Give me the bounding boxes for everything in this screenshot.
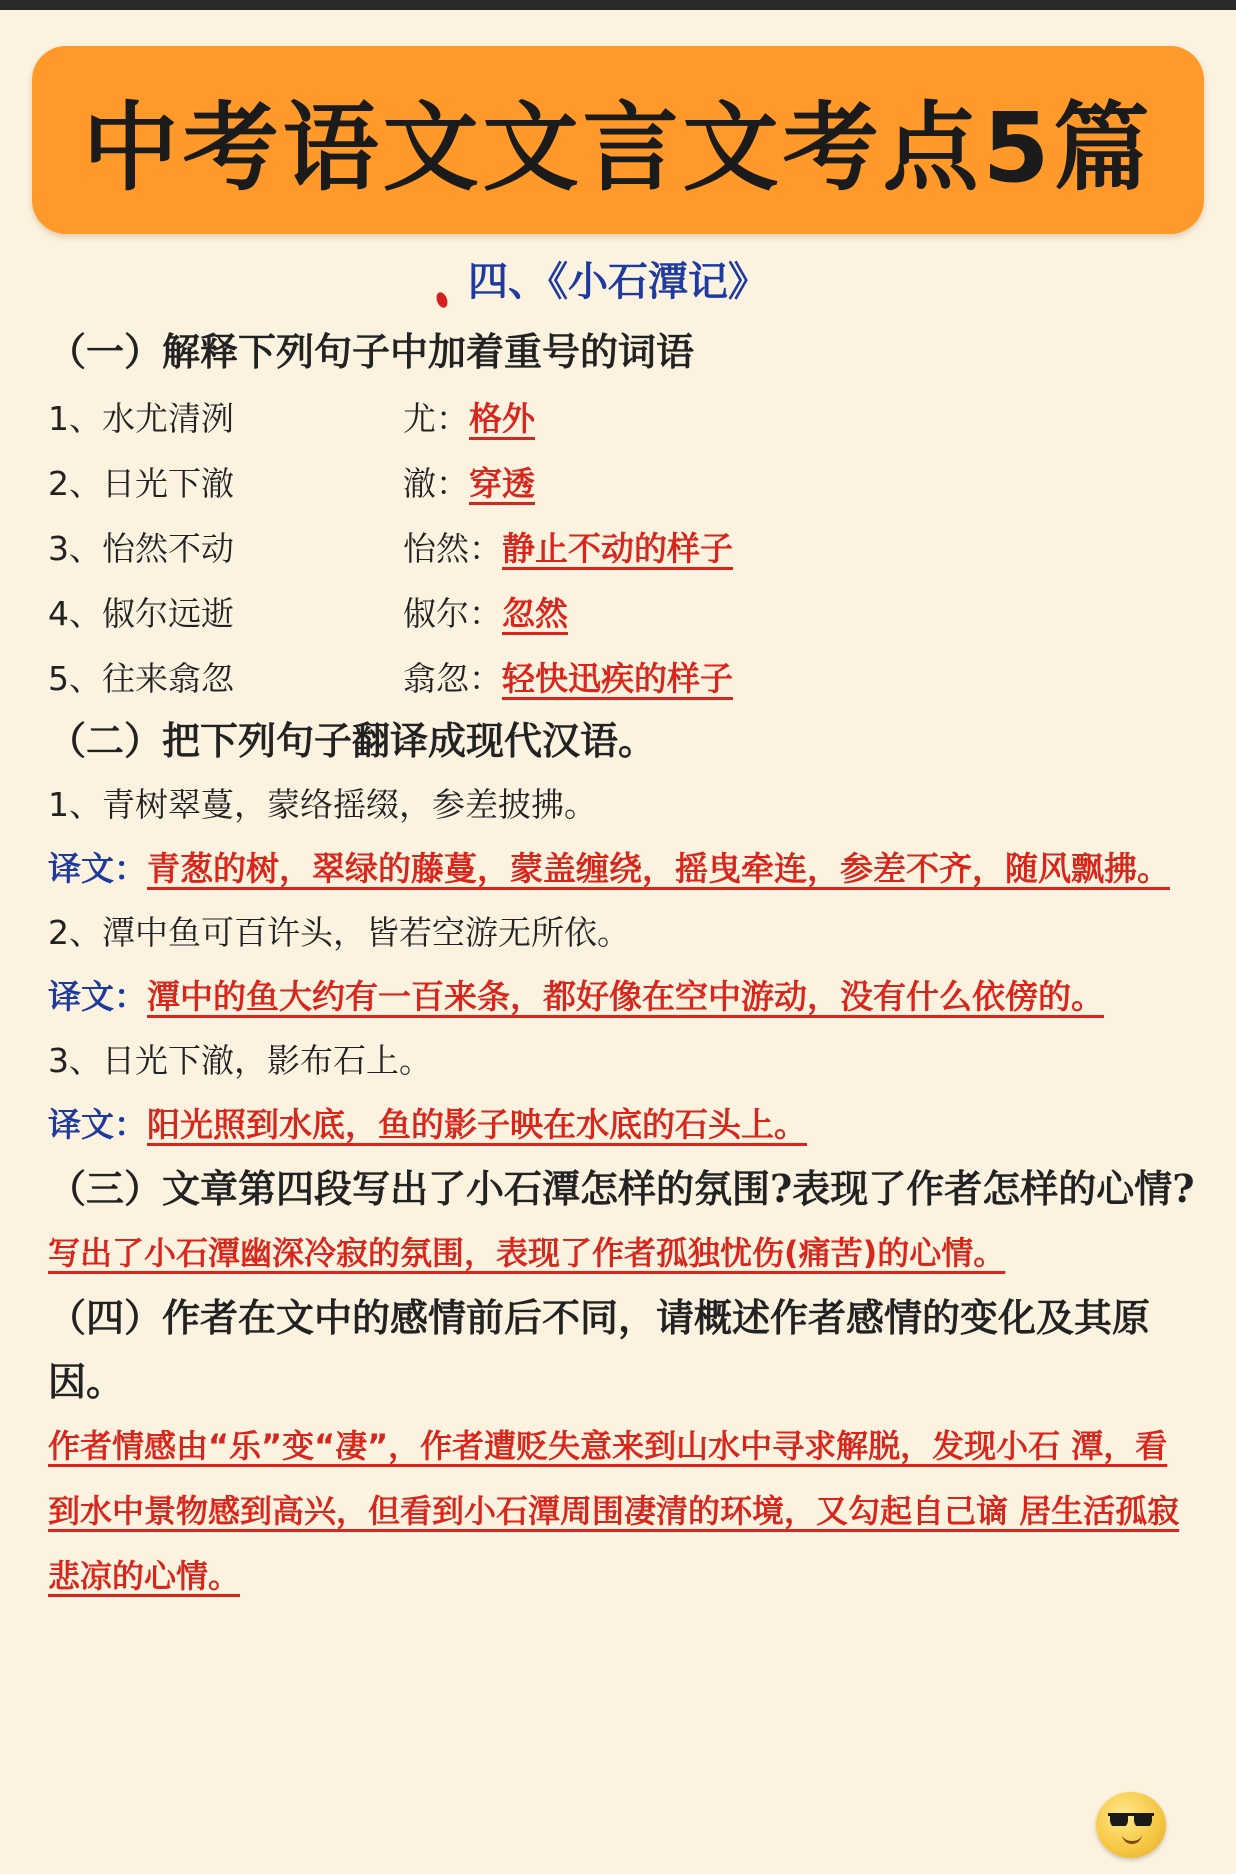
section1-heading: （一）解释下列句子中加着重号的词语 — [48, 329, 695, 374]
translation-row — [48, 1093, 1198, 1157]
vocab-term: 翕忽： — [403, 659, 502, 698]
vocab-item — [48, 644, 1198, 709]
section2-heading: （二）把下列句子翻译成现代汉语。 — [48, 718, 657, 763]
vocab-term: 怡然： — [403, 529, 502, 568]
source-sentence: 3、日光下澈，影布石上。 — [48, 1041, 432, 1080]
vocab-term: 尤： — [403, 399, 469, 438]
vocab-answer: 穿透 — [469, 464, 535, 503]
vocab-phrase: 3、怡然不动 — [48, 529, 234, 568]
sunglasses-icon — [1108, 1812, 1154, 1826]
content — [48, 320, 1198, 1609]
vocab-item — [48, 514, 1198, 579]
translation-text: 阳光照到水底，鱼的影子映在水底的石头上。 — [147, 1105, 807, 1144]
section4-answer: 作者情感由“乐”变“凄”，作者遭贬失意来到山水中寻求解脱，发现小石 潭，看到水中景物感到高兴，但看到小石潭周围凄清的环境，又勾起自己谪 居生活孤寂悲凉的心情。 — [48, 1427, 1180, 1595]
translation-row — [48, 965, 1198, 1029]
source-sentence: 2、潭中鱼可百许头，皆若空游无所依。 — [48, 913, 630, 952]
vocab-answer: 静止不动的样子 — [502, 529, 733, 568]
translation-text: 青葱的树，翠绿的藤蔓，蒙盖缠绕，摇曳牵连，参差不齐，随风飘拂。 — [147, 849, 1170, 888]
vocab-answer: 忽然 — [502, 594, 568, 633]
vocab-term: 澈： — [403, 464, 469, 503]
section3-heading: （三）文章第四段写出了小石潭怎样的氛围?表现了作者怎样的心情? — [48, 1166, 1195, 1211]
vocab-item — [48, 449, 1198, 514]
sunglasses-smiley-icon — [1096, 1792, 1166, 1858]
vocab-phrase: 5、往来翕忽 — [48, 659, 234, 698]
translation-label: 译文： — [48, 1105, 147, 1144]
vocab-phrase: 4、俶尔远逝 — [48, 594, 234, 633]
vocab-phrase: 1、水尤清洌 — [48, 399, 234, 438]
smile-mouth — [1122, 1832, 1142, 1844]
translation-label: 译文： — [48, 977, 147, 1016]
translation-row — [48, 837, 1198, 901]
article-title: 四、《小石潭记》 — [468, 258, 768, 305]
vocab-list — [48, 384, 1198, 709]
vocab-item — [48, 384, 1198, 449]
section4-heading: （四）作者在文中的感情前后不同，请概述作者感情的变化及其原因。 — [48, 1295, 1151, 1404]
section3-answer: 写出了小石潭幽深冷寂的氛围，表现了作者孤独忧伤(痛苦)的心情。 — [48, 1234, 1006, 1272]
source-sentence: 1、青树翠蔓，蒙络摇缀，参差披拂。 — [48, 785, 597, 824]
vocab-item — [48, 579, 1198, 644]
page-title: 中考语文文言文考点5篇 — [82, 91, 1154, 204]
vocab-answer: 格外 — [469, 399, 535, 438]
title-banner — [32, 46, 1204, 234]
translation-label: 译文： — [48, 849, 147, 888]
top-bar — [0, 0, 1236, 10]
vocab-answer: 轻快迅疾的样子 — [502, 659, 733, 698]
vocab-phrase: 2、日光下澈 — [48, 464, 234, 503]
translation-text: 潭中的鱼大约有一百来条，都好像在空中游动，没有什么依傍的。 — [147, 977, 1104, 1016]
vocab-term: 俶尔： — [403, 594, 502, 633]
